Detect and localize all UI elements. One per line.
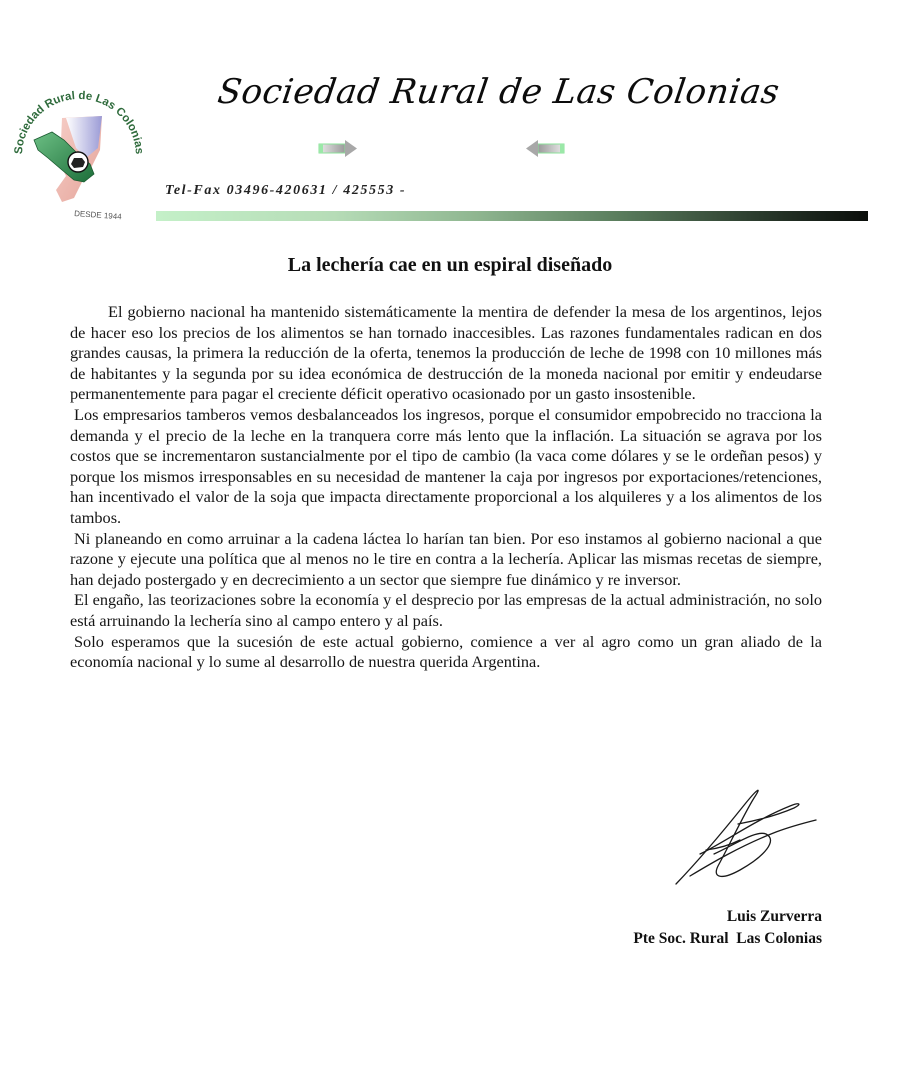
arrow-left-icon <box>525 139 565 157</box>
signer-role: Pte Soc. Rural Las Colonias <box>633 930 822 947</box>
signer-name: Luis Zurverra <box>726 908 822 925</box>
article-paragraph: El gobierno nacional ha mantenido sistemáticamente la mentira de defender la mesa de los argentinos, lejos de hacer eso los precios de los alimentos se han tornado inaccesibles. Las razones fundamentales radican en dos grandes causas, la primera la reducción de la oferta, tenemos la producción de leche de 1998 con 10 millones más de habitantes y la segunda por su idea económica de destrucción de la moneda nacional por emitir y endeudarse permanentemente para pagar el creciente déficit operativo ocasionado por un gasto insostenible. <box>70 302 822 404</box>
header-gradient-bar <box>156 211 868 221</box>
article-body <box>70 302 822 673</box>
article-title: La lechería cae en un espiral diseñado <box>287 254 613 276</box>
article-paragraph: El engaño, las teorizaciones sobre la economía y el desprecio por las empresas de la actual administración, no solo está arruinando la lechería sino al campo entero y al país. <box>70 590 822 630</box>
handwritten-signature <box>670 784 820 889</box>
arrow-right-icon <box>318 139 358 157</box>
signer-block <box>633 906 822 950</box>
article-paragraph: Ni planeando en como arruinar a la cadena láctea lo harían tan bien. Por eso instamos al gobierno nacional a que razone y ejecute una política que al menos no le tire en contra a la lechería. Aplicar las mismas recetas de siempre, han dejado postergado y en decrecimiento a un sector que siempre fue dinámico y re inversor. <box>70 528 822 589</box>
logo-since-text: DESDE 1944 <box>73 209 122 222</box>
telfax-line: Tel-Fax 03496-420631 / 425553 - <box>165 183 407 198</box>
society-logo <box>4 78 154 228</box>
article-paragraph: Los empresarios tamberos vemos desbalanceados los ingresos, porque el consumidor empobrecido no tracciona la demanda y el precio de la leche en la tranquera corre más lento que la inflación. La situación se agrava por los costos que se incrementaron sustancialmente por el tipo de cambio (la vaca come dólares y se le ordeñan pesos) y porque los mismos irresponsables en su necesidad de mantener la caja por ingresos por exportaciones/retenciones, han incentivado el valor de la soja que impacta directamente proporcional a los alquileres y a los alimentos de los tambos. <box>70 404 822 527</box>
logo-ring-text: Sociedad Rural de Las Colonias <box>12 89 146 155</box>
article-paragraph: Solo esperamos que la sucesión de este actual gobierno, comience a ver al agro como un gran aliado de la economía nacional y lo sume al desarrollo de nuestra querida Argentina. <box>70 631 822 672</box>
organization-title: Sociedad Rural de Las Colonias <box>215 72 783 112</box>
